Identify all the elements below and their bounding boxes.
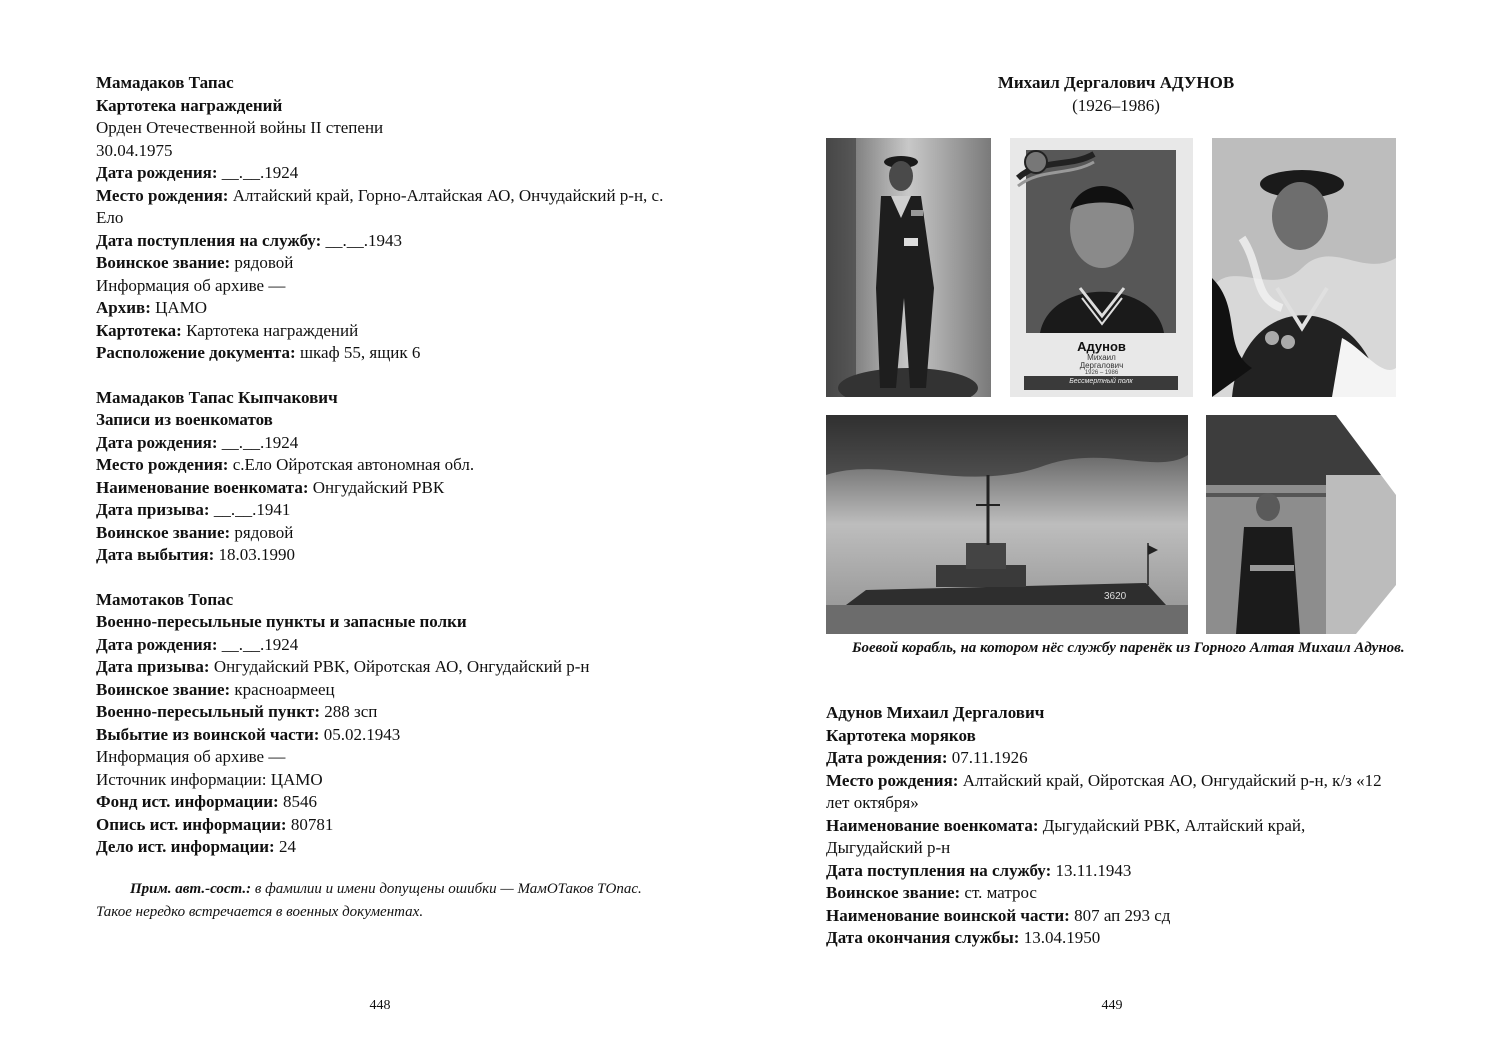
record-line: Картотека: Картотека награждений bbox=[96, 320, 359, 340]
record-line: 30.04.1975 bbox=[96, 140, 173, 160]
record-line: Наименование военкомата: Онгудайский РВК bbox=[96, 477, 445, 497]
record-line: Орден Отечественной войны II степени bbox=[96, 118, 384, 137]
page-number: 449 bbox=[1101, 998, 1123, 1013]
record-name: Мамадаков Тапас bbox=[96, 73, 234, 92]
record-line: Дата призыва: __.__.1941 bbox=[96, 500, 291, 519]
record-line: Военно-пересыльный пункт: 288 зсп bbox=[96, 702, 378, 721]
record-entry bbox=[96, 72, 676, 365]
photo-warship bbox=[826, 415, 1188, 634]
author-note-label: Прим. авт.-сост.: bbox=[130, 881, 252, 897]
record-line: Расположение документа: шкаф 55, ящик 6 bbox=[96, 343, 421, 362]
record-line: Фонд ист. информации: 8546 bbox=[96, 792, 317, 811]
record-line: Дата рождения: __.__.1924 bbox=[96, 163, 299, 182]
record-line: Дата поступления на службу: __.__.1943 bbox=[96, 230, 402, 250]
right-page bbox=[746, 0, 1492, 1058]
record-line: Дата рождения: __.__.1924 bbox=[96, 634, 299, 654]
card-given-name: Михаил bbox=[1087, 353, 1116, 362]
card-banner: Бессмертный полк bbox=[1069, 378, 1133, 385]
record-line: Источник информации: ЦАМО bbox=[96, 769, 323, 789]
section-title bbox=[826, 72, 1406, 117]
right-column bbox=[826, 702, 1406, 950]
title-years: (1926–1986) bbox=[1072, 95, 1160, 115]
record-line: Архив: ЦАМО bbox=[96, 298, 208, 317]
photo-memorial-card bbox=[1010, 138, 1193, 397]
record-line: Воинское звание: рядовой bbox=[96, 253, 294, 272]
record-line: Дата рождения: 07.11.1926 bbox=[826, 748, 1028, 767]
record-line: Дата окончания службы: 13.04.1950 bbox=[826, 928, 1101, 947]
photo-standing-sailor bbox=[826, 138, 991, 397]
record-source: Военно-пересыльные пункты и запасные полки bbox=[96, 612, 467, 631]
author-note bbox=[96, 878, 676, 923]
card-surname: Адунов bbox=[1077, 339, 1126, 354]
title-name: Михаил Дергалович АДУНОВ bbox=[997, 73, 1235, 92]
record-line: Выбытие из воинской части: 05.02.1943 bbox=[96, 724, 401, 744]
record-line: Опись ист. информации: 80781 bbox=[96, 814, 334, 834]
record-name: Адунов Михаил Дергалович bbox=[826, 703, 1045, 722]
record-line: Воинское звание: красноармеец bbox=[96, 679, 335, 699]
record-line: Наименование воинской части: 807 ап 293 сд bbox=[826, 905, 1171, 925]
record-line: Воинское звание: ст. матрос bbox=[826, 883, 1037, 902]
record-entry bbox=[96, 589, 676, 859]
record-line: Место рождения: Алтайский край, Горно-Алтайская АО, Ончудайский р-н, с. Ело bbox=[96, 185, 664, 227]
record-line: Дело ист. информации: 24 bbox=[96, 837, 296, 856]
record-line: Информация об архиве — bbox=[96, 747, 286, 766]
record-line: Информация об архиве — bbox=[96, 275, 286, 295]
record-name: Мамадаков Тапас Кыпчакович bbox=[96, 387, 338, 407]
ship-hull-number: 3620 bbox=[1104, 591, 1127, 602]
photo-damaged-portrait bbox=[1212, 138, 1396, 397]
record-line: Дата призыва: Онгудайский РВК, Ойротская АО, Онгудайский р-н bbox=[96, 657, 590, 676]
card-years: 1926 – 1986 bbox=[1084, 370, 1119, 376]
record-line: Дата поступления на службу: 13.11.1943 bbox=[826, 860, 1132, 880]
record-name: Мамотаков Топас bbox=[96, 589, 234, 609]
record-line: Место рождения: Алтайский край, Ойротская АО, Онгудайский р-н, к/з «12 лет октября» bbox=[826, 770, 1382, 812]
record-line: Дата рождения: __.__.1924 bbox=[96, 432, 299, 452]
record-line: Наименование военкомата: Дыгудайский РВК, Алтайский край, Дыгудайский р-н bbox=[826, 815, 1306, 857]
card-patronymic: Дергалович bbox=[1079, 361, 1124, 370]
photo-caption: Боевой корабль, на котором нёс службу паренёк из Горного Алтая Михаил Адунов. bbox=[852, 640, 1405, 656]
record-source: Картотека награждений bbox=[96, 95, 283, 115]
left-column bbox=[96, 72, 676, 881]
record-line: Место рождения: с.Ело Ойротская автономная обл. bbox=[96, 455, 475, 474]
record-line: Воинское звание: рядовой bbox=[96, 522, 294, 542]
record-source: Записи из военкоматов bbox=[96, 410, 273, 429]
record-line: Дата выбытия: 18.03.1990 bbox=[96, 545, 296, 564]
page-number: 448 bbox=[369, 998, 391, 1013]
author-note-text: в фамилии и имени допущены ошибки — МамОТаков ТОпас. Такое нередко встречается в военных документах. bbox=[96, 881, 642, 920]
record-source: Картотека моряков bbox=[826, 725, 976, 745]
photo-sailor-on-deck bbox=[1206, 415, 1396, 634]
record-entry bbox=[96, 387, 676, 567]
